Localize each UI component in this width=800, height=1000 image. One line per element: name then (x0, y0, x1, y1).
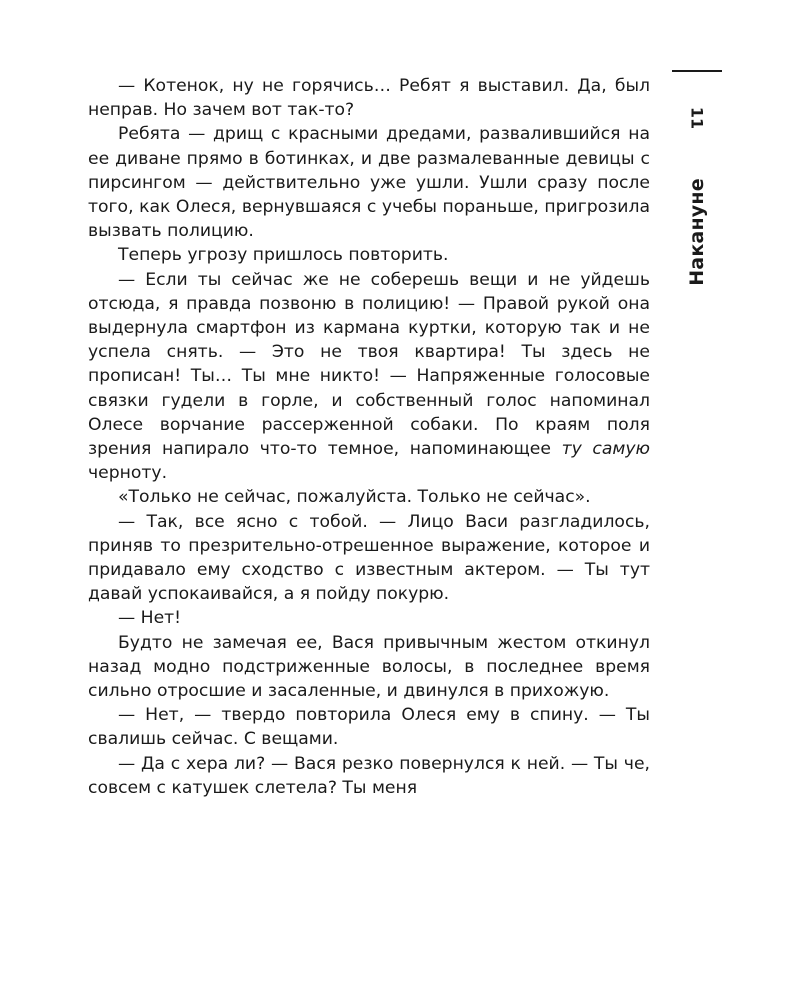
paragraph-8: Будто не замечая ее, Вася привычным жестом откинул назад модно подстриженные волосы, в последнее время сильно отросшие и засаленные, и двинулся в прихожую. (88, 632, 650, 702)
paragraph-2: Ребята — дрищ с красными дредами, развалившийся на ее диване прямо в ботинках, и две размалеванные девицы с пирсингом — действительно уже ушли. Ушли сразу после того, как Олеся, вернувшаяся с учебы пораньше, пригрозила вызвать полицию. (88, 124, 650, 242)
paragraph-10: — Да с хера ли? — Вася резко повернулся к ней. — Ты че, совсем с катушек слетела? Ты меня (88, 753, 650, 798)
paragraph-4-main: — Если ты сейчас же не соберешь вещи и не уйдешь отсюда, я правда позвоню в полицию! — Правой рукой она выдернула смартфон из кармана куртки, которую так и не успела снять. — Это не твоя квартира! Ты здесь не прописан! Ты… Ты мне никто! — Напряженные голосовые связки гудели в горле, и собственный голос напоминал Олесе ворчание рассерженной собаки. По краям поля зрения напирало что-то темное, напоминающее (88, 269, 650, 460)
page-number: 11 (687, 106, 707, 130)
paragraph-3: Теперь угрозу пришлось повторить. (118, 245, 449, 266)
paragraph-4 (88, 268, 650, 486)
paragraph-9: — Нет, — твердо повторила Олеся ему в спину. — Ты свалишь сейчас. С вещами. (88, 705, 650, 750)
body-text (88, 74, 650, 800)
paragraph-1: — Котенок, ну не горячись… Ребят я выставил. Да, был неправ. Но зачем вот так-то? (88, 76, 650, 121)
paragraph-6: — Так, все ясно с тобой. — Лицо Васи разгладилось, приняв то презрительно-отрешенное выражение, которое и придавало ему сходство с известным актером. — Ты тут давай успокаивайся, а я пойду покурю. (88, 511, 650, 605)
italic-phrase: ту самую (561, 439, 650, 460)
paragraph-5: «Только не сейчас, пожалуйста. Только не сейчас». (118, 487, 591, 508)
paragraph-4-tail: черноту. (88, 463, 168, 484)
header-rule (672, 70, 722, 72)
paragraph-7: — Нет! (118, 608, 182, 629)
running-head: Накануне (686, 178, 708, 286)
